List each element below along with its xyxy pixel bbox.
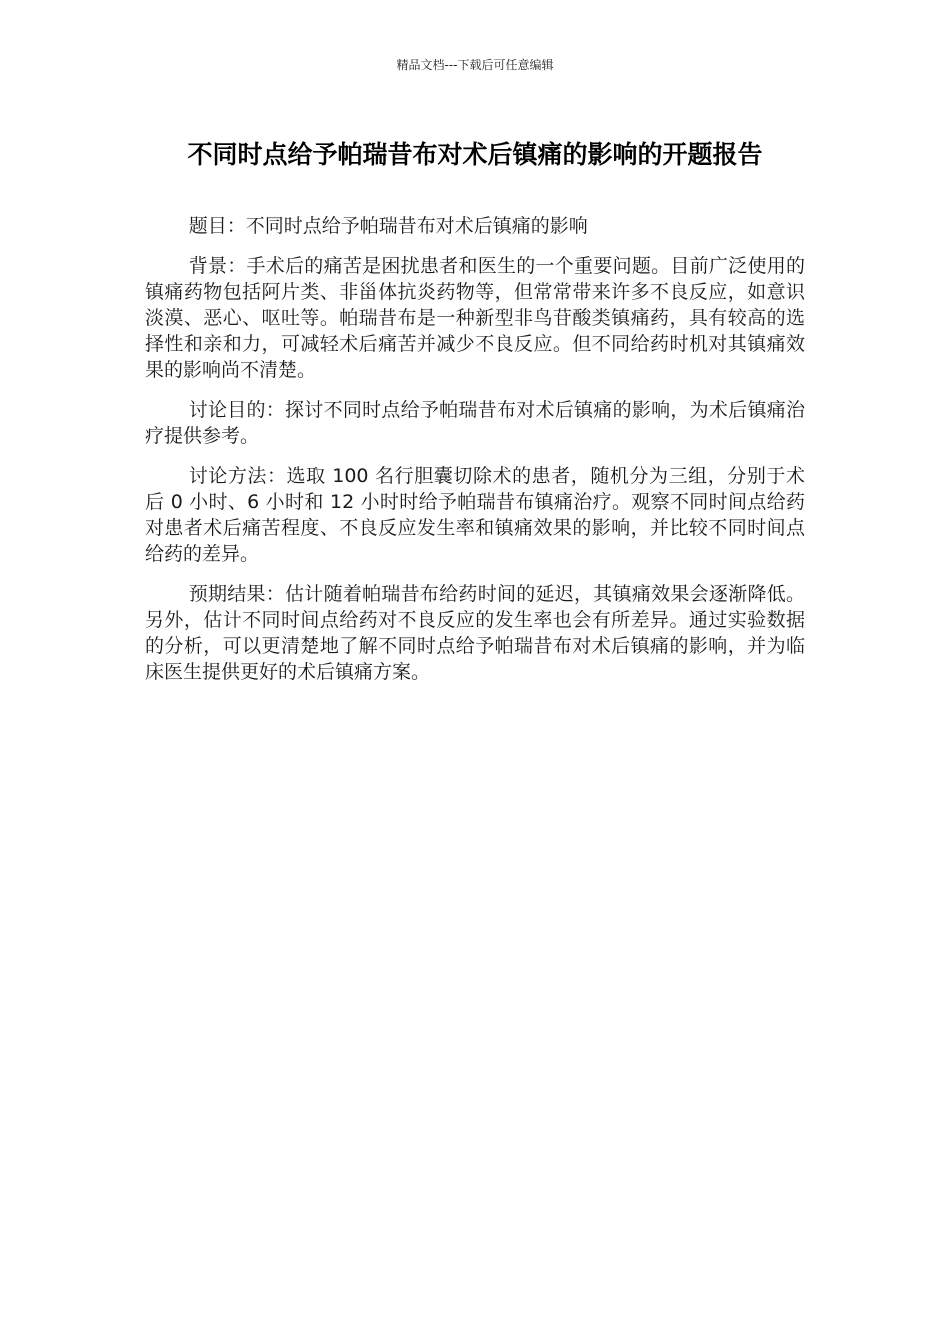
document-title: 不同时点给予帕瑞昔布对术后镇痛的影响的开题报告 [187, 140, 763, 169]
section-purpose [145, 397, 805, 449]
section-text: 不同时点给予帕瑞昔布对术后镇痛的影响 [245, 215, 588, 237]
section-background [145, 253, 805, 383]
section-label: 预期结果： [188, 583, 286, 605]
section-text: 手术后的痛苦是困扰患者和医生的一个重要问题。目前广泛使用的镇痛药物包括阿片类、非甾体抗炎药物等，但常常带来许多不良反应，如意识淡漠、恶心、呕吐等。帕瑞昔布是一种新型非鸟苷酸类镇痛药，具有较高的选择性和亲和力，可减轻术后痛苦并减少不良反应。但不同给药时机对其镇痛效果的影响尚不清楚。 [145, 255, 805, 381]
section-expected-results [145, 581, 805, 685]
section-label: 题目： [188, 215, 246, 237]
document-body [145, 213, 805, 699]
section-text: 估计随着帕瑞昔布给药时间的延迟，其镇痛效果会逐渐降低。另外，估计不同时间点给药对不良反应的发生率也会有所差异。通过实验数据的分析，可以更清楚地了解不同时点给予帕瑞昔布对术后镇痛的影响，并为临床医生提供更好的术后镇痛方案。 [145, 583, 805, 683]
section-method [145, 463, 805, 567]
section-label: 讨论目的： [188, 399, 286, 421]
section-text: 选取 100 名行胆囊切除术的患者，随机分为三组，分别于术后 0 小时、6 小时和 12 小时时给予帕瑞昔布镇痛治疗。观察不同时间点给药对患者术后痛苦程度、不良反应发生率和镇痛效果的影响，并比较不同时间点给药的差异。 [145, 465, 805, 565]
section-label: 讨论方法： [188, 465, 287, 487]
section-topic [145, 213, 805, 239]
section-text: 探讨不同时点给予帕瑞昔布对术后镇痛的影响，为术后镇痛治疗提供参考。 [145, 399, 805, 447]
header-note: 精品文档---下载后可任意编辑 [396, 58, 554, 72]
section-label: 背景： [188, 255, 247, 277]
